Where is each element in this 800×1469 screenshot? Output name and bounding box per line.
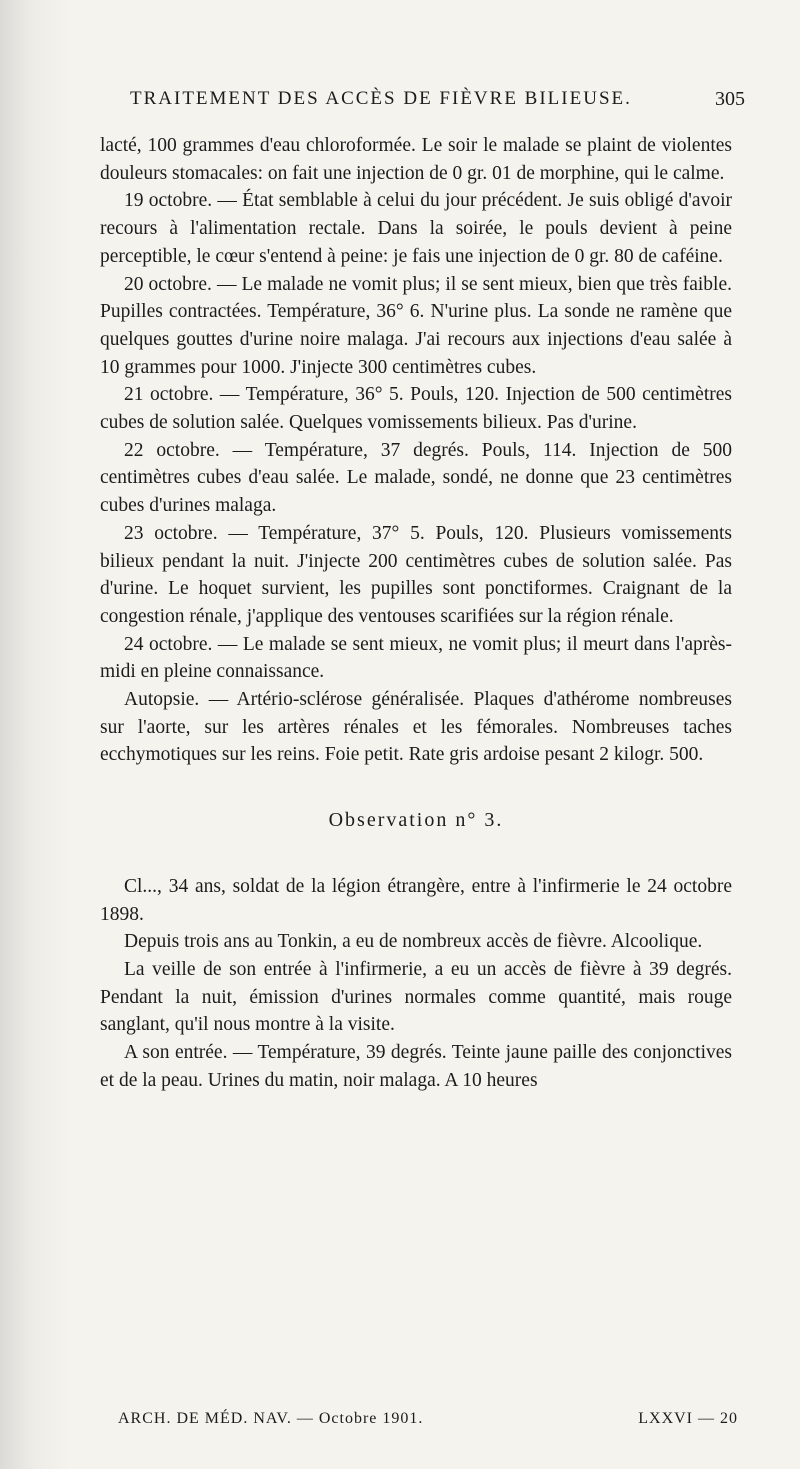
binding-shadow [0,0,70,1469]
paragraph: 22 octobre. — Température, 37 degrés. Pouls, 114. Injection de 500 centimètres cubes d'eau salée. Le malade, sondé, ne donne que 23 centimètres cubes d'urines malaga. [100,439,732,517]
paragraph: 20 octobre. — Le malade ne vomit plus; il se sent mieux, bien que très faible. Pupilles contractées. Température, 36° 6. N'urine plus. La sonde ne ramène que quelques gouttes d'urine noire malaga. J'ai recours aux injections d'eau salée à 10 grammes pour 1000. J'injecte 300 centimètres cubes. [100,273,732,378]
observation-heading: Observation n° 3. [328,809,504,832]
paragraph: lacté, 100 grammes d'eau chloroformée. Le soir le malade se plaint de violentes douleurs stomacales: on fait une injection de 0 gr. 01 de morphine, qui le calme. [100,135,732,184]
paragraph: 21 octobre. — Température, 36° 5. Pouls, 120. Injection de 500 centimètres cubes de solution salée. Quelques vomissements bilieux. Pas d'urine. [100,384,732,434]
paragraph: Cl..., 34 ans, soldat de la légion étrangère, entre à l'infirmerie le 24 octobre 1898. [100,875,732,925]
paragraph: 24 octobre. — Le malade se sent mieux, ne vomit plus; il meurt dans l'après-midi en pleine connaissance. [100,633,732,683]
paragraph: Autopsie. — Artério-sclérose généralisée. Plaques d'athérome nombreuses sur l'aorte, sur les artères rénales et les fémorales. Nombreuses taches ecchymotiques sur les reins. Foie petit. Rate gris ardoise pesant 2 kilogr. 500. [100,689,732,766]
running-title: TRAITEMENT DES ACCÈS DE FIÈVRE BILIEUSE. [130,88,632,109]
page-number: 305 [715,88,745,110]
journal-reference: ARCH. DE MÉD. NAV. — Octobre 1901. [118,1410,424,1427]
paragraph: La veille de son entrée à l'infirmerie, a eu un accès de fièvre à 39 degrés. Pendant la nuit, émission d'urines normales comme quantité, mais rouge sanglant, qu'il nous montre à la visite. [100,958,732,1036]
paragraph: 23 octobre. — Température, 37° 5. Pouls, 120. Plusieurs vomissements bilieux pendant la nuit. J'injecte 200 centimètres cubes de solution salée. Pas d'urine. Le hoquet survient, les pupilles sont ponctiformes. Craignant de la congestion rénale, j'applique des ventouses scarifiées sur la région rénale. [100,522,732,627]
paragraph: 19 octobre. — État semblable à celui du jour précédent. Je suis obligé d'avoir recours à l'alimentation rectale. Dans la soirée, le pouls devient à peine perceptible, le cœur s'entend à peine: je fais une injection de 0 gr. 80 de caféine. [100,190,732,267]
signature-mark: LXXVI — 20 [638,1410,738,1427]
paragraph: Depuis trois ans au Tonkin, a eu de nombreux accès de fièvre. Alcoolique. [124,931,703,953]
paragraph: A son entrée. — Température, 39 degrés. Teinte jaune paille des conjonctives et de la peau. Urines du matin, noir malaga. A 10 heures [100,1042,732,1091]
body-text [100,132,732,1095]
